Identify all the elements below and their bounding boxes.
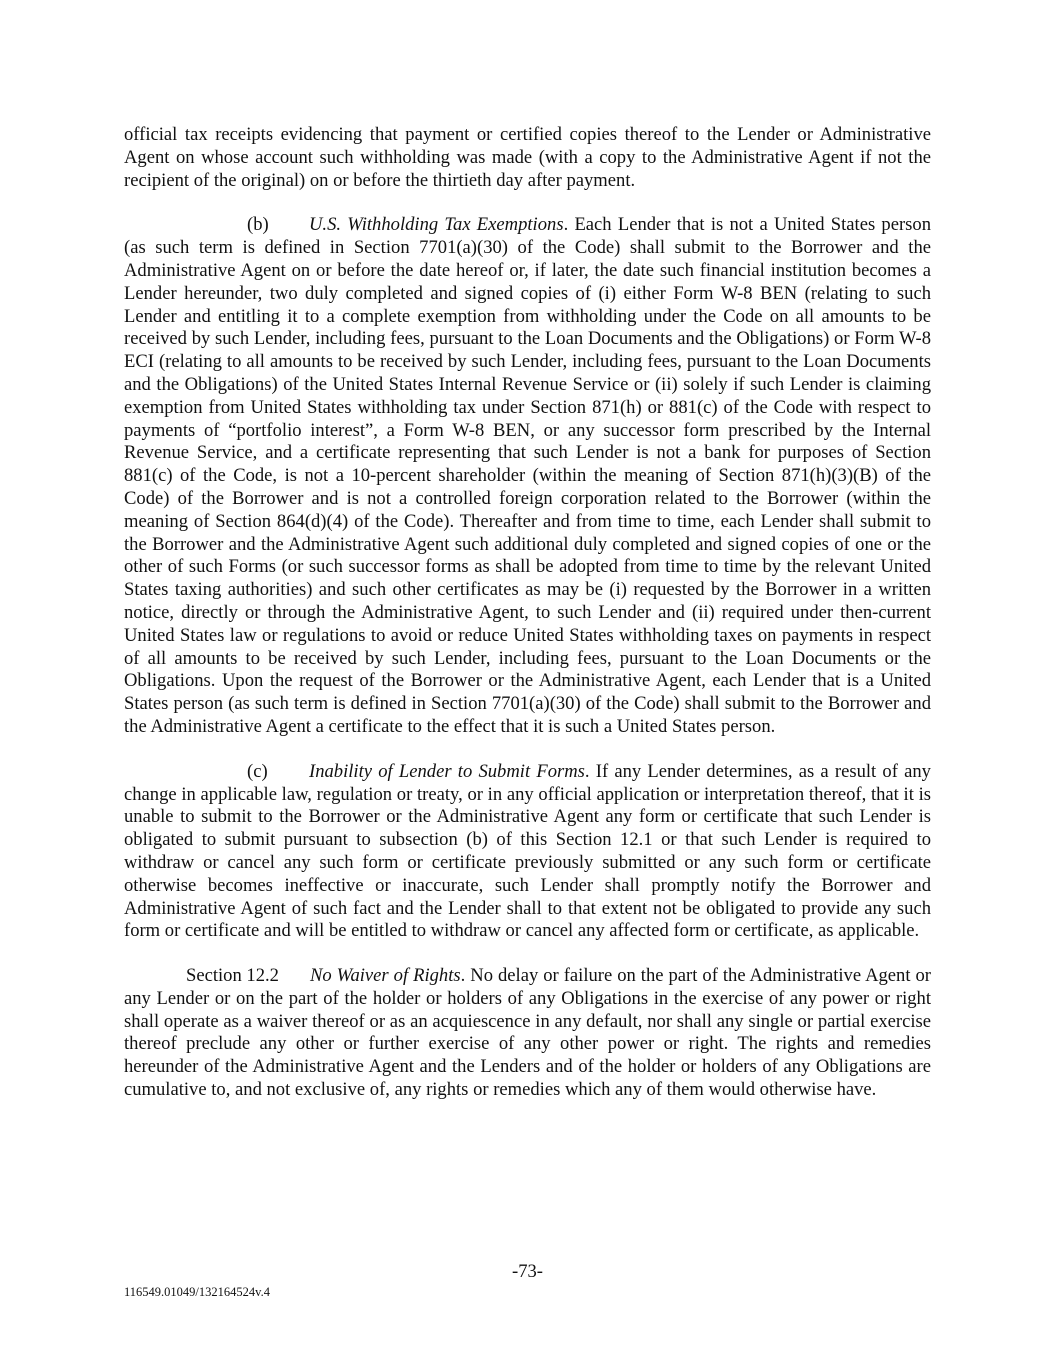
paragraph-c-number: (c) <box>247 760 268 782</box>
section-12-2-number: Section 12.2 <box>186 965 279 987</box>
paragraph-b-text: . Each Lender that is not a United States person (as such term is defined in Section 7701(a)(30) of the Code) shall submit to the Borrower and the Administrative Agent on or before the date hereof or, if later, the date such financial institution becomes a Lender hereunder, two duly completed and signed copies of (i) either Form W-8 BEN (relating to such Lender and entitling it to a complete exemption from withholding under the Code on all amounts to be received by such Lender, including fees, pursuant to the Loan Documents and the Obligations) or Form W-8 ECI (relating to all amounts to be received by such Lender, including fees, pursuant to the Loan Documents and the Obligations) of the United States Internal Revenue Service or (ii) solely if such Lender is claiming exemption from United States withholding tax under Section 871(h) or 881(c) of the Code with respect to payments of “portfolio interest”, a Form W-8 BEN, or any successor form prescribed by the Internal Revenue Service, and a certificate representing that such Lender is not a bank for purposes of Section 881(c) of the Code, is not a 10-percent shareholder (within the meaning of Section 871(h)(3)(B) of the Code) of the Borrower and is not a controlled foreign corporation related to the Borrower (within the meaning of Section 864(d)(4) of the Code). Thereafter and from time to time, each Lender shall submit to the Borrower and the Administrative Agent such additional duly completed and signed copies of one or the other of such Forms (or such successor forms as shall be adopted from time to time by the relevant United States taxing authorities) and such other certificates as may be (i) requested by the Borrower in a written notice, directly or through the Administrative Agent, to such Lender and (ii) required under then-current United States law or regulations to avoid or reduce United States withholding taxes on payments in respect of all amounts to be received by such Lender, including fees, pursuant to the Loan Documents or the Obligations. Upon the request of the Borrower or the Administrative Agent, each Lender that is a United States person (as such term is defined in Section 7701(a)(30) of the Code) shall submit to the Borrower and the Administrative Agent a certificate to the effect that it is such a United States person. <box>124 214 931 737</box>
paragraph-c <box>124 761 931 943</box>
section-12-2 <box>124 965 931 1102</box>
section-12-2-heading: No Waiver of Rights <box>310 965 461 987</box>
page-number: -73- <box>512 1261 543 1282</box>
paragraph-c-text: . If any Lender determines, as a result of any change in applicable law, regulation or treaty, or in any official application or interpretation thereof, that it is unable to submit to the Borrower or the Administrative Agent any form or certificate that such Lender is obligated to submit pursuant to subsection (b) of this Section 12.1 or that such Lender is required to withdraw or cancel any such form or certificate previously submitted or any such form or certificate otherwise becomes ineffective or inaccurate, such Lender shall promptly notify the Borrower and Administrative Agent of such fact and the Lender shall to that extent not be obligated to provide any such form or certificate and will be entitled to withdraw or cancel any affected form or certificate, as applicable. <box>124 760 931 942</box>
paragraph-b <box>124 214 931 738</box>
document-body <box>124 124 931 1102</box>
paragraph-c-heading: Inability of Lender to Submit Forms <box>309 760 585 782</box>
document-id: 116549.01049/132164524v.4 <box>124 1285 270 1299</box>
paragraph-continuation: official tax receipts evidencing that payment or certified copies thereof to the Lender or Administrative Agent on whose account such withholding was made (with a copy to the Administrative Agent if not the recipient of the original) on or before the thirtieth day after payment. <box>124 124 931 191</box>
paragraph-b-heading: U.S. Withholding Tax Exemptions <box>309 214 564 236</box>
section-12-2-text: . No delay or failure on the part of the Administrative Agent or any Lender or on the part of the holder or holders of any Obligations in the exercise of any power or right shall operate as a waiver thereof or as an acquiescence in any default, nor shall any single or partial exercise thereof preclude any other or further exercise of any other power or right. The rights and remedies hereunder of the Administrative Agent and the Lenders and of the holder or holders of any Obligations are cumulative to, and not exclusive of, any rights or remedies which any of them would otherwise have. <box>124 965 931 1101</box>
paragraph-b-number: (b) <box>247 214 269 236</box>
